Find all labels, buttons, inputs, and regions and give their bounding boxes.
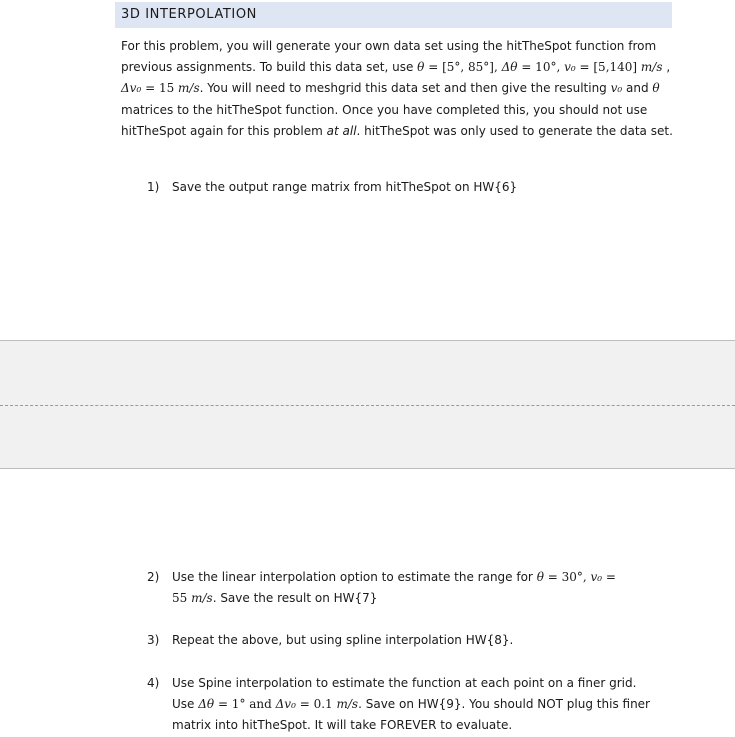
- v0-value: 55: [172, 591, 192, 606]
- question-number: 2): [147, 570, 160, 584]
- question-text-part: Use Spine interpolation to estimate the function at each point on a finer grid.: [172, 676, 637, 690]
- theta-value: = 30°,: [543, 570, 591, 584]
- delta-v0-symbol: Δv₀: [121, 81, 142, 96]
- section-heading: 3D INTERPOLATION: [121, 7, 257, 22]
- question-text: Save the output range matrix from hitTheSpot on HW{6}: [172, 180, 518, 194]
- question-number: 3): [147, 633, 160, 647]
- theta-symbol: θ: [536, 570, 544, 584]
- question-number: 4): [147, 676, 160, 690]
- question-text: Repeat the above, but using spline interpolation HW{8}.: [172, 633, 514, 647]
- velocity-unit: m/s: [191, 591, 213, 606]
- intro-text-2: . You will need to meshgrid this data set and then give the resulting: [199, 81, 611, 96]
- delta-v0-value: = 15: [141, 81, 179, 96]
- delta-v0-symbol: Δv₀: [275, 697, 296, 712]
- question-text-part: Use: [172, 697, 199, 712]
- delta-theta-value: = 10°,: [517, 60, 565, 75]
- intro-text-3: and: [622, 81, 653, 96]
- velocity-unit: m/s: [336, 697, 359, 712]
- delta-theta-symbol: Δθ: [501, 60, 518, 75]
- delta-theta-symbol: Δθ: [198, 697, 215, 712]
- v0-symbol: v₀: [564, 60, 576, 75]
- delta-theta-value: = 1° and: [214, 697, 276, 712]
- question-text-part: Use the linear interpolation option to estimate the range for: [172, 570, 537, 584]
- theta-range: = [5°, 85°],: [424, 60, 502, 75]
- separator: ,: [662, 60, 671, 75]
- v0-symbol: v₀: [610, 81, 623, 96]
- theta-symbol: θ: [417, 60, 425, 75]
- emphasis-at-all: at all: [326, 123, 357, 138]
- question-text: [172, 567, 672, 609]
- theta-symbol: θ: [652, 81, 660, 96]
- v0-symbol: v₀: [590, 570, 603, 584]
- question-number: 1): [147, 180, 160, 194]
- question-text: [172, 673, 672, 737]
- delta-v0-value: = 0.1: [295, 697, 337, 712]
- question-text-part: . Save the result on HW{7}: [212, 591, 378, 606]
- page-break-line: [0, 405, 735, 406]
- intro-paragraph: [121, 36, 676, 142]
- intro-text-1: For this problem, you will generate your own data set using the hitTheSpot function from previous assignments. To build this data set, use: [121, 39, 657, 75]
- intro-text-5: . hitTheSpot was only used to generate the data set.: [356, 123, 673, 138]
- velocity-unit: m/s: [640, 60, 663, 75]
- v0-range: = [5,140]: [575, 60, 641, 75]
- velocity-unit: m/s: [178, 81, 200, 96]
- question-text-part: . Save on HW{9}. You should NOT plug this finer matrix into hitTheSpot. It will take FOREVER to evaluate.: [172, 697, 650, 733]
- intro-text-4: matrices to the hitTheSpot function. Once you have completed this, you should not use hitTheSpot again for this problem: [121, 102, 648, 138]
- equals: =: [602, 570, 616, 584]
